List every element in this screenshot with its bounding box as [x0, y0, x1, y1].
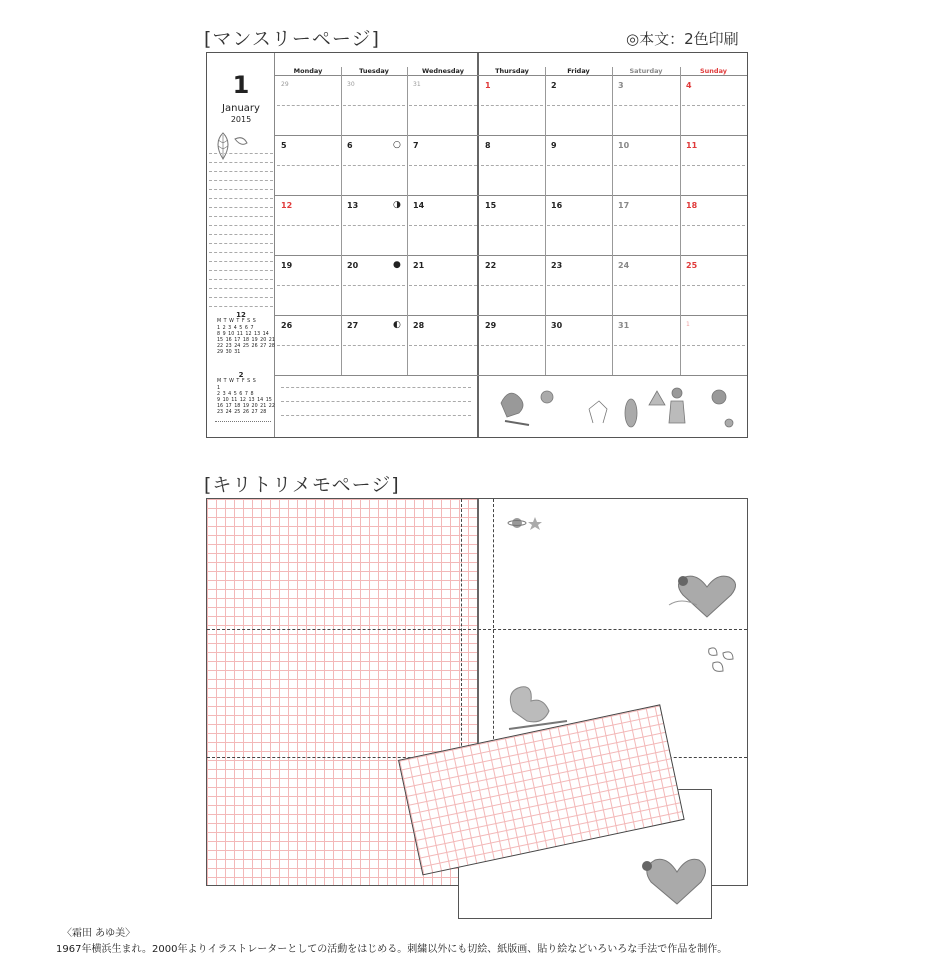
cell-write-line [409, 285, 477, 286]
year-label: 2015 [230, 115, 252, 124]
moon-phase-icon: ◐ [393, 320, 401, 330]
day-header-monday: Monday [293, 67, 323, 75]
cell-write-line [547, 105, 610, 106]
cell-write-line [277, 105, 339, 106]
cell-write-line [614, 105, 678, 106]
cell-write-line [481, 165, 543, 166]
mini-calendar-row: 8 9 10 11 12 13 14 [217, 332, 269, 337]
cell-write-line [682, 285, 745, 286]
day-cell-number[interactable]: 26 [281, 321, 293, 330]
sidebar-line [209, 162, 273, 163]
mini-calendar-row: 23 24 25 26 27 28 [217, 410, 267, 415]
day-cell-number[interactable]: 22 [485, 261, 497, 270]
day-cell-number[interactable]: 31 [413, 81, 421, 88]
sidebar-line [209, 288, 273, 289]
mini-dec-header: M T W T F S S [217, 319, 256, 324]
day-cell-number[interactable]: 28 [413, 321, 425, 330]
day-header-thursday: Thursday [495, 67, 529, 75]
day-column-line [407, 67, 408, 375]
cell-write-line [409, 345, 477, 346]
sidebar-line [209, 252, 273, 253]
cell-write-line [682, 105, 745, 106]
cell-write-line [409, 165, 477, 166]
day-header-saturday: Saturday [629, 67, 663, 75]
mini-calendar-row: 29 30 31 [217, 350, 241, 355]
cell-write-line [481, 105, 543, 106]
leaves-icon [701, 645, 737, 675]
spread-gutter [477, 53, 479, 437]
day-cell-number[interactable]: 31 [618, 321, 630, 330]
mini-feb-title: 2 [238, 371, 244, 379]
day-cell-number[interactable]: 11 [686, 141, 698, 150]
mini-calendar-row: 9 10 11 12 13 14 15 [217, 398, 272, 403]
mini-calendar-row: 2 3 4 5 6 7 8 [217, 392, 254, 397]
day-cell-number[interactable]: 1 [485, 81, 491, 90]
mini-calendar-february [217, 386, 275, 416]
sidebar-line [209, 153, 273, 154]
heart-raccoon-illustration [667, 569, 747, 619]
week-row-line [275, 255, 747, 256]
day-header-friday: Friday [567, 67, 590, 75]
day-cell-number[interactable]: 29 [485, 321, 497, 330]
mini-calendar-row: 16 17 18 19 20 21 22 [217, 404, 275, 409]
cell-write-line [547, 165, 610, 166]
sidebar-line [209, 171, 273, 172]
mini-calendar-december [217, 326, 275, 356]
sidebar-line [209, 270, 273, 271]
mini-calendar-row: 1 2 3 4 5 6 7 [217, 326, 254, 331]
day-cell-number[interactable]: 30 [347, 81, 355, 88]
day-cell-number[interactable]: 24 [618, 261, 630, 270]
sidebar-line [209, 198, 273, 199]
day-column-line [545, 67, 546, 375]
cell-write-line [409, 105, 477, 106]
day-column-line [341, 67, 342, 375]
cell-write-line [547, 345, 610, 346]
cell-write-line [277, 345, 339, 346]
month-sidebar [207, 53, 275, 437]
heart-card-illustration [637, 846, 707, 906]
week-row-line [275, 195, 747, 196]
day-cell-number[interactable]: 4 [686, 81, 692, 90]
day-cell-number[interactable]: 21 [413, 261, 425, 270]
mini-calendar-row: 15 16 17 18 19 20 21 [217, 338, 275, 343]
memo-line [281, 401, 471, 402]
cell-write-line [343, 225, 405, 226]
day-cell-number[interactable]: 1 [686, 321, 690, 328]
monthly-page-heading: [マンスリーページ] [204, 28, 380, 50]
cell-write-line [277, 165, 339, 166]
day-column-line [612, 67, 613, 375]
month-number: 1 [232, 71, 250, 99]
sidebar-line [209, 297, 273, 298]
mini-calendar-row: 1 [217, 386, 221, 391]
cell-write-line [614, 285, 678, 286]
day-cell-number[interactable]: 12 [281, 201, 293, 210]
monthly-spread [206, 52, 748, 438]
sidebar-line [209, 243, 273, 244]
day-cell-number[interactable]: 3 [618, 81, 624, 90]
moon-phase-icon: ◑ [393, 200, 401, 210]
fine-print-line [215, 421, 271, 424]
cell-write-line [277, 225, 339, 226]
mini-dec-title: 12 [236, 311, 246, 319]
mini-feb-header: M T W T F S S [217, 379, 256, 384]
credit-bio: 1967年横浜生まれ。2000年よりイラストレーターとしての活動をはじめる。刺繍以外にも切絵、紙版画、貼り絵などいろいろな手法で作品を制作。 [56, 944, 728, 955]
day-cell-number[interactable]: 15 [485, 201, 497, 210]
day-cell-number[interactable]: 10 [618, 141, 630, 150]
sidebar-line [209, 234, 273, 235]
sidebar-line [209, 279, 273, 280]
day-cell-number[interactable]: 13 [347, 201, 359, 210]
day-header-sunday: Sunday [699, 67, 727, 75]
day-cell-number[interactable]: 19 [281, 261, 293, 270]
cell-write-line [481, 285, 543, 286]
moon-phase-icon: ○ [393, 140, 401, 150]
memo-page-heading: [キリトリメモページ] [204, 474, 400, 496]
day-cell-number[interactable]: 25 [686, 261, 698, 270]
cell-write-line [614, 225, 678, 226]
cell-write-line [277, 285, 339, 286]
day-cell-number[interactable]: 18 [686, 201, 698, 210]
cell-write-line [682, 225, 745, 226]
memo-line [281, 415, 471, 416]
sidebar-line [209, 180, 273, 181]
print-note: ◎本文：2色印刷 [626, 30, 739, 48]
cell-write-line [343, 285, 405, 286]
moon-phase-icon: ● [393, 260, 401, 270]
day-cell-number[interactable]: 29 [281, 81, 289, 88]
forest-animals-illustration [489, 383, 745, 435]
day-cell-number[interactable]: 8 [485, 141, 491, 150]
day-header-wednesday: Wednesday [422, 67, 464, 75]
week-row-line [275, 75, 747, 76]
sidebar-line [209, 189, 273, 190]
cell-write-line [343, 345, 405, 346]
day-cell-number[interactable]: 30 [551, 321, 563, 330]
sidebar-line [209, 225, 273, 226]
cell-write-line [614, 165, 678, 166]
week-row-line [275, 315, 747, 316]
day-cell-number[interactable]: 9 [551, 141, 557, 150]
day-cell-number[interactable]: 14 [413, 201, 425, 210]
cell-write-line [614, 345, 678, 346]
credit-name: 〈霜田 あゆ美〉 [62, 928, 136, 939]
week-row-line [275, 375, 747, 376]
cell-write-line [343, 105, 405, 106]
leaf-icon [213, 131, 253, 161]
cell-write-line [682, 345, 745, 346]
day-cell-number[interactable]: 17 [618, 201, 630, 210]
cut-line-h1 [207, 629, 747, 630]
day-cell-number[interactable]: 7 [413, 141, 419, 150]
day-cell-number[interactable]: 16 [551, 201, 563, 210]
cell-write-line [343, 165, 405, 166]
cell-write-line [682, 165, 745, 166]
day-cell-number[interactable]: 6 [347, 141, 353, 150]
day-cell-number[interactable]: 23 [551, 261, 563, 270]
week-row-line [275, 135, 747, 136]
day-cell-number[interactable]: 27 [347, 321, 359, 330]
sidebar-line [209, 216, 273, 217]
day-cell-number[interactable]: 2 [551, 81, 557, 90]
sidebar-line [209, 207, 273, 208]
planet-star-icon [507, 513, 547, 535]
cell-write-line [481, 345, 543, 346]
memo-line [281, 387, 471, 388]
sidebar-line [209, 306, 273, 307]
day-cell-number[interactable]: 20 [347, 261, 359, 270]
day-header-tuesday: Tuesday [359, 67, 389, 75]
month-name: January [222, 103, 260, 114]
day-cell-number[interactable]: 5 [281, 141, 287, 150]
cell-write-line [547, 225, 610, 226]
sidebar-line [209, 261, 273, 262]
cell-write-line [481, 225, 543, 226]
cell-write-line [409, 225, 477, 226]
mini-calendar-row: 22 23 24 25 26 27 28 [217, 344, 275, 349]
day-column-line [680, 67, 681, 375]
cell-write-line [547, 285, 610, 286]
